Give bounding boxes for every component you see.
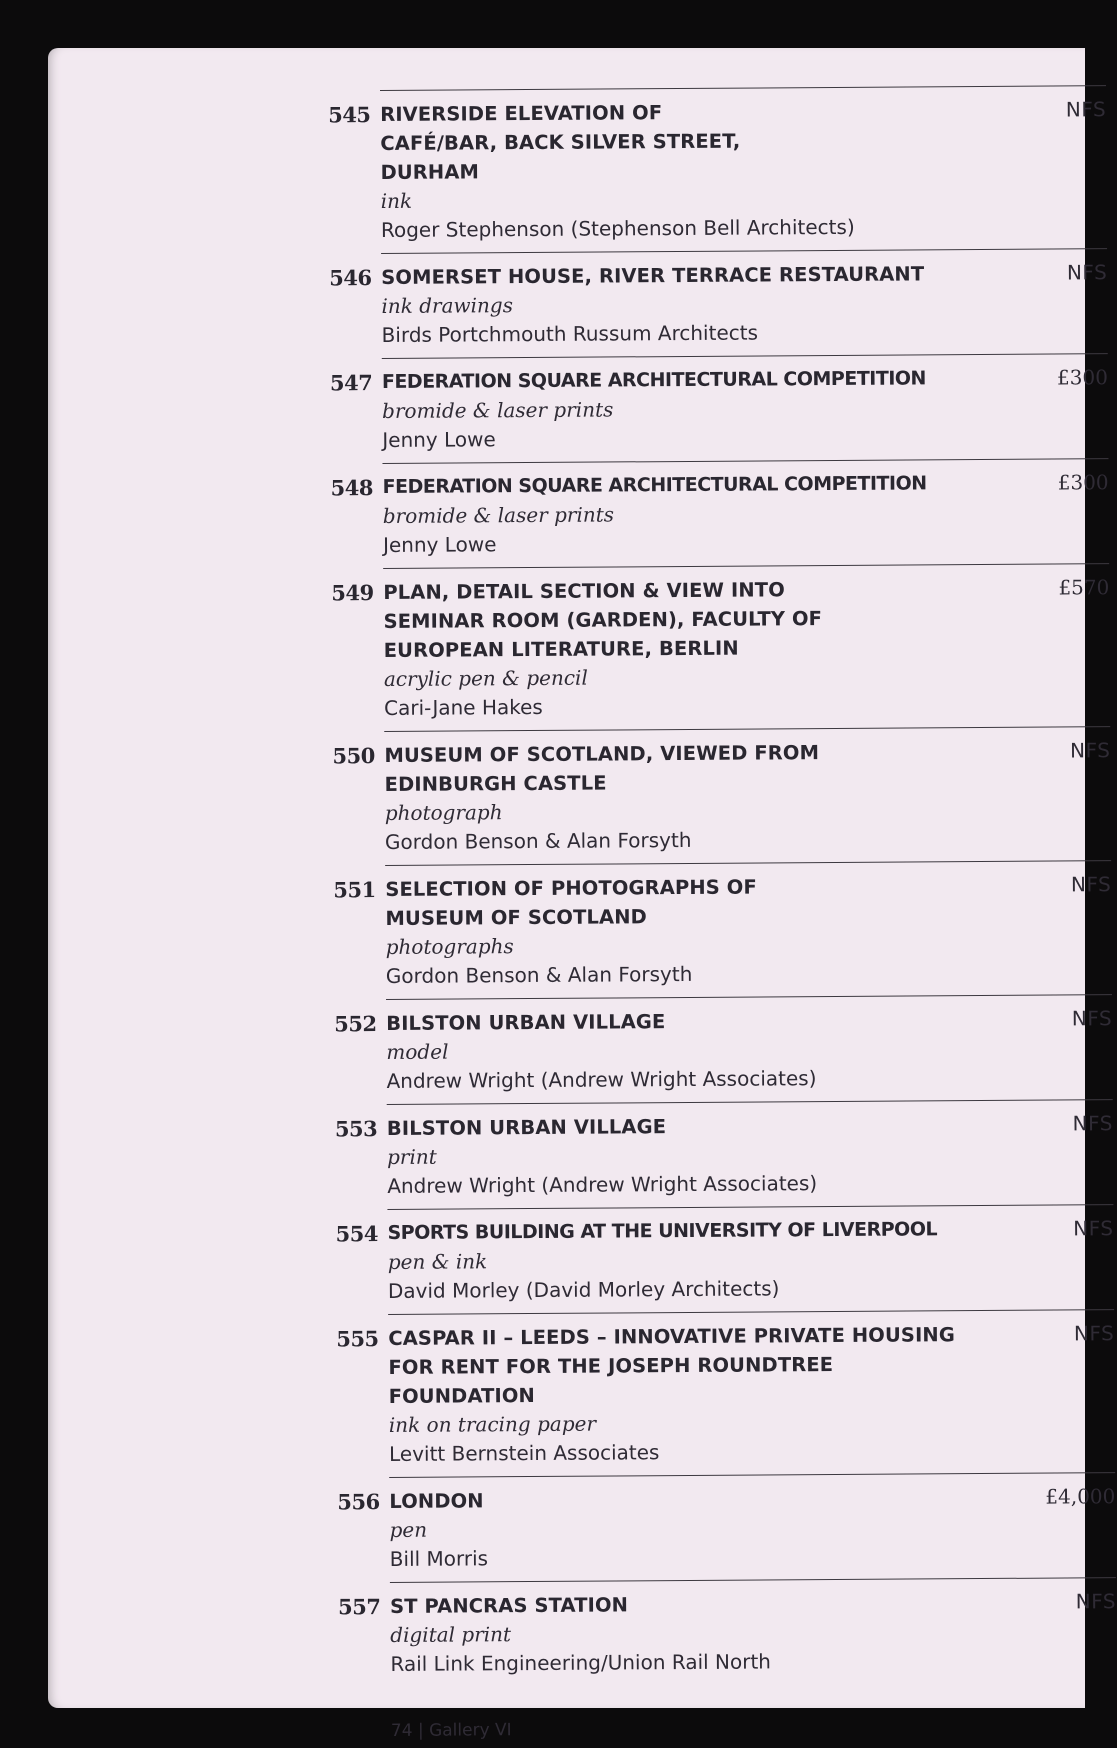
- entry-medium: bromide & laser prints: [382, 397, 614, 423]
- entry-price: NFS: [1065, 97, 1107, 122]
- entry-number: 548: [330, 475, 374, 501]
- entry-price: NFS: [1073, 1321, 1115, 1346]
- entry-medium: bromide & laser prints: [382, 502, 615, 528]
- entry-medium: digital print: [390, 1622, 512, 1647]
- entry-medium: ink drawings: [381, 293, 514, 318]
- entry-artist: Rail Link Engineering/Union Rail North: [390, 1649, 772, 1676]
- catalogue-entry: [337, 1472, 1116, 1582]
- entry-artist: David Morley (David Morley Architects): [387, 1276, 780, 1303]
- catalogue-entry: [330, 458, 1109, 568]
- catalogue-entry: [336, 1309, 1115, 1477]
- entry-list: [328, 85, 1117, 1741]
- entry-artist: Andrew Wright (Andrew Wright Associates): [386, 1066, 817, 1093]
- entry-number: 557: [337, 1594, 381, 1620]
- entry-artist: Jenny Lowe: [382, 427, 496, 452]
- entry-title: PLAN, DETAIL SECTION & VIEW INTO SEMINAR ROOM (GARDEN), FACULTY OF EUROPEAN LITERATURE, BERLIN: [383, 578, 823, 662]
- entry-number: 555: [336, 1326, 379, 1352]
- entry-artist: Levitt Bernstein Associates: [388, 1440, 660, 1466]
- entry-medium: print: [386, 1144, 437, 1169]
- entry-price: NFS: [1070, 738, 1111, 763]
- entry-number: 546: [329, 265, 372, 291]
- entry-number: 549: [331, 580, 374, 606]
- catalogue-entry: [331, 563, 1110, 731]
- entry-artist: Birds Portchmouth Russum Architects: [381, 320, 759, 347]
- entry-title: SPORTS BUILDING AT THE UNIVERSITY OF LIVERPOOL: [387, 1218, 938, 1244]
- entry-artist: Gordon Benson & Alan Forsyth: [385, 961, 693, 988]
- entry-number: 552: [334, 1011, 377, 1037]
- entry-price: NFS: [1070, 872, 1112, 897]
- catalogue-entry: [332, 726, 1111, 865]
- entry-title: ST PANCRAS STATION: [389, 1593, 629, 1618]
- entry-number: 551: [333, 877, 376, 903]
- entry-artist: Bill Morris: [389, 1546, 489, 1571]
- entry-price: £570: [1058, 575, 1110, 600]
- entry-price: NFS: [1073, 1216, 1114, 1241]
- entry-number: 553: [334, 1116, 378, 1142]
- entry-title: FEDERATION SQUARE ARCHITECTURAL COMPETITION: [381, 367, 926, 393]
- page-footer: 74 | Gallery VI: [390, 1720, 512, 1741]
- entry-title: FEDERATION SQUARE ARCHITECTURAL COMPETITION: [382, 472, 927, 498]
- entry-price: NFS: [1066, 260, 1108, 285]
- entry-artist: Cari-Jane Hakes: [384, 694, 543, 720]
- entry-price: NFS: [1071, 1006, 1113, 1031]
- entry-medium: photographs: [385, 934, 514, 959]
- entry-price: NFS: [1072, 1111, 1113, 1136]
- entry-price: £300: [1057, 470, 1109, 495]
- entry-price: NFS: [1075, 1589, 1117, 1614]
- entry-number: 545: [328, 102, 371, 128]
- catalogue-entry: [334, 994, 1113, 1104]
- catalogue-entry: [329, 353, 1109, 463]
- entry-artist: Roger Stephenson (Stephenson Bell Architects): [380, 214, 855, 242]
- entry-title: LONDON: [389, 1489, 484, 1513]
- entry-title: MUSEUM OF SCOTLAND, VIEWED FROM EDINBURGH CASTLE: [384, 741, 820, 796]
- entry-medium: pen & ink: [387, 1249, 488, 1274]
- entry-title: CASPAR II – LEEDS – INNOVATIVE PRIVATE HOUSING FOR RENT FOR THE JOSEPH ROUNDTREE FOUNDATION: [388, 1323, 955, 1408]
- entry-medium: pen: [389, 1517, 428, 1542]
- entry-number: 554: [335, 1221, 379, 1247]
- catalogue-entry: [333, 860, 1112, 999]
- catalogue-entry: [337, 1577, 1117, 1687]
- entry-medium: photograph: [384, 800, 503, 825]
- entry-number: 547: [329, 370, 373, 396]
- entry-medium: ink: [380, 188, 413, 213]
- entry-number: 550: [332, 743, 375, 769]
- entry-title: SOMERSET HOUSE, RIVER TERRACE RESTAURANT: [381, 262, 925, 289]
- entry-artist: Andrew Wright (Andrew Wright Associates): [387, 1171, 818, 1198]
- catalogue-page: [48, 48, 1117, 1741]
- entry-title: RIVERSIDE ELEVATION OF CAFÉ/BAR, BACK SILVER STREET, DURHAM: [380, 101, 741, 184]
- entry-title: SELECTION OF PHOTOGRAPHS OF MUSEUM OF SCOTLAND: [385, 875, 757, 930]
- catalogue-entry: [329, 248, 1108, 358]
- entry-artist: Gordon Benson & Alan Forsyth: [384, 827, 692, 854]
- entry-price: £300: [1056, 365, 1109, 390]
- entry-artist: Jenny Lowe: [382, 532, 497, 557]
- entry-title: BILSTON URBAN VILLAGE: [386, 1010, 666, 1035]
- entry-price: £4,000: [1045, 1484, 1116, 1509]
- catalogue-entry: [335, 1204, 1114, 1314]
- catalogue-entry: [328, 85, 1107, 253]
- entry-number: 556: [337, 1489, 380, 1515]
- entry-medium: model: [386, 1039, 449, 1064]
- catalogue-entry: [334, 1099, 1114, 1209]
- entry-medium: ink on tracing paper: [388, 1411, 597, 1437]
- entry-title: BILSTON URBAN VILLAGE: [386, 1115, 667, 1140]
- entry-medium: acrylic pen & pencil: [383, 665, 588, 691]
